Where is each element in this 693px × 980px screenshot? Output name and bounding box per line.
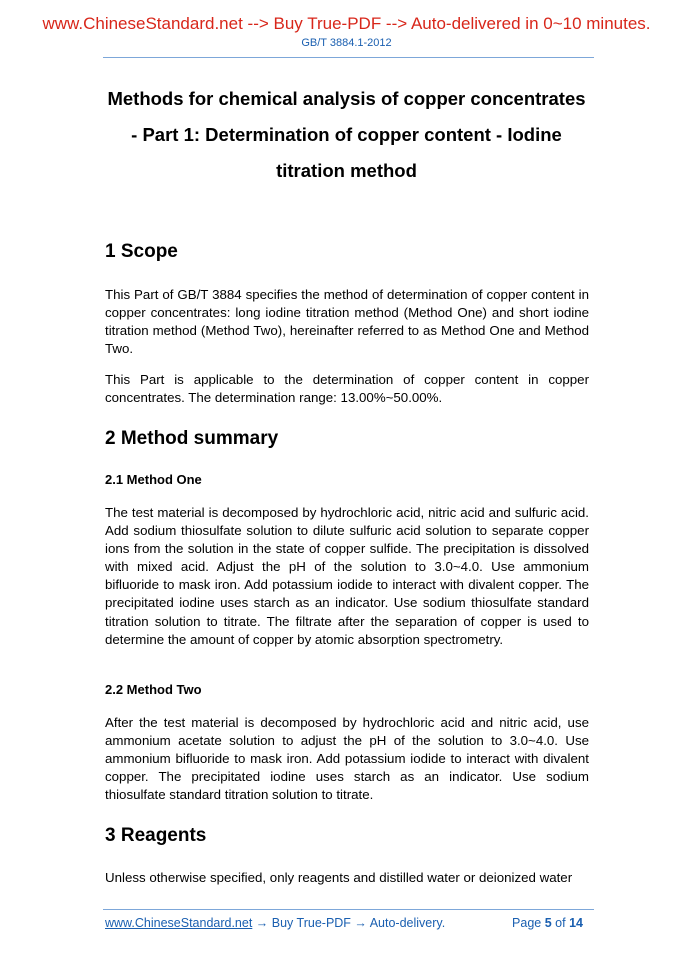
title-line-3: titration method — [276, 160, 417, 181]
footer-divider — [103, 909, 594, 910]
title-line-1: Methods for chemical analysis of copper concentrates — [107, 88, 586, 109]
section-2-1-paragraph: The test material is decomposed by hydrochloric acid, nitric acid and sulfuric acid. Add sodium thiosulfate solution to dilute sulfuric acid solution to separate copper ions from the solution in the state of copper sulfide. The precipitation is dissolved with mixed acid. Adjust the pH of the solution to 3.0~4.0. Use ammonium bifluoride to mask iron. Add potassium iodide to interact with divalent copper. The precipitated iodine uses starch as an indicator. Use sodium thiosulfate standard titration solution to titrate. The filtrate after the separation of copper is used to determine the amount of copper by atomic absorption spectrometry. — [105, 505, 589, 647]
section-1-paragraph-1: This Part of GB/T 3884 specifies the method of determination of copper content in copper concentrates: long iodine titration method (Method One) and short iodine titration method (Method Two), hereinafter referred to as Method One and Method Two. — [105, 287, 589, 357]
section-2-heading: 2 Method summary — [105, 428, 279, 449]
section-2-2-paragraph: After the test material is decomposed by hydrochloric acid and nitric acid, use ammonium acetate solution to adjust the pH of the solution to 3.0~4.0. Use ammonium bifluoride to mask iron. Add potassium iodide to interact with divalent copper. The precipitated iodine uses starch as an indicator. Use sodium thiosulfate standard titration solution to titrate. — [105, 715, 589, 803]
header-banner[interactable]: www.ChineseStandard.net --> Buy True-PDF --> Auto-delivered in 0~10 minutes. — [42, 14, 651, 33]
document-title — [90, 81, 603, 189]
section-3-paragraph: Unless otherwise specified, only reagents and distilled water or deionized water — [105, 870, 573, 885]
section-2-2-heading: 2.2 Method Two — [105, 682, 202, 697]
page-total: 14 — [569, 916, 583, 930]
title-line-2: - Part 1: Determination of copper content - Iodine — [131, 124, 562, 145]
section-1-heading: 1 Scope — [105, 241, 178, 262]
header-divider — [103, 57, 594, 58]
page-indicator — [512, 916, 583, 930]
page-label: Page — [512, 916, 542, 930]
page-of: of — [555, 916, 566, 930]
standard-number: GB/T 3884.1-2012 — [301, 37, 392, 49]
footer-website-link[interactable]: www.ChineseStandard.net — [105, 916, 253, 930]
section-2-1-heading: 2.1 Method One — [105, 472, 202, 487]
section-1-paragraph-2: This Part is applicable to the determination of copper content in copper concentrates. The determination range: 13.00%~50.00%. — [105, 372, 589, 406]
page-current: 5 — [544, 916, 552, 930]
footer — [105, 916, 589, 930]
section-3-heading: 3 Reagents — [105, 825, 207, 846]
footer-purchase-text[interactable]: → Buy True-PDF → Auto-delivery. — [252, 916, 446, 930]
